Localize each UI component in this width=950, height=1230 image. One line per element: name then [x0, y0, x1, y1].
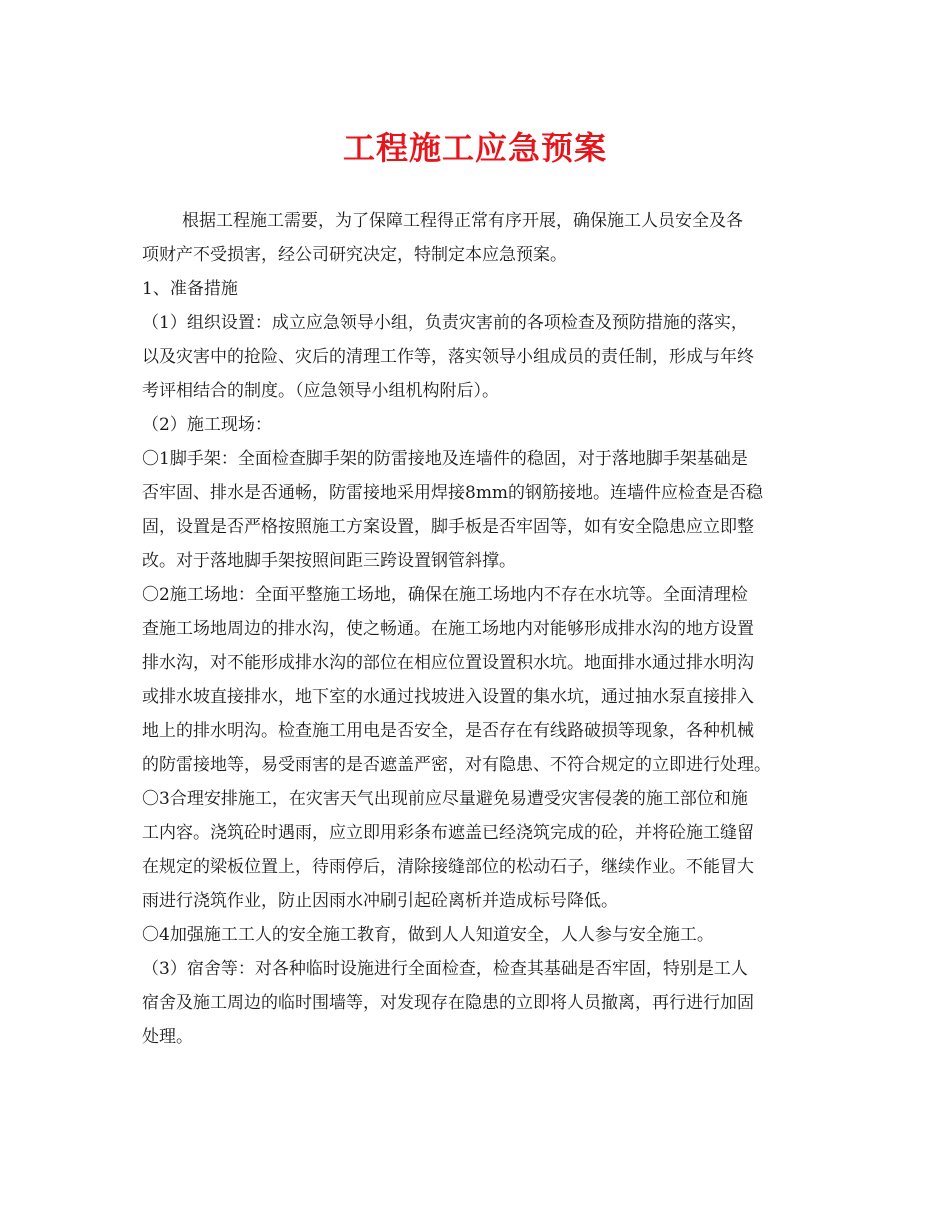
section-heading: 1、准备措施 — [142, 279, 238, 299]
paragraph-line: 改。对于落地脚手架按照间距三跨设置钢管斜撑。 — [142, 551, 516, 571]
paragraph-line: 排水沟，对不能形成排水沟的部位在相应位置设置积水坑。地面排水通过排水明沟 — [142, 653, 754, 673]
paragraph-line: （3）宿舍等：对各种临时设施进行全面检查，检查其基础是否牢固，特别是工人 — [142, 959, 748, 979]
paragraph-line: 〇1脚手架：全面检查脚手架的防雷接地及连墙件的稳固，对于落地脚手架基础是 — [142, 449, 748, 469]
paragraph-line: （1）组织设置：成立应急领导小组，负责灾害前的各项检查及预防措施的落实， — [142, 313, 748, 333]
paragraph-line: 的防雷接地等，易受雨害的是否遮盖严密，对有隐患、不符合规定的立即进行处理。 — [142, 755, 771, 775]
paragraph-line: 〇2施工场地：全面平整施工场地，确保在施工场地内不存在水坑等。全面清理检 — [142, 585, 748, 605]
paragraph-line: 在规定的梁板位置上，待雨停后，清除接缝部位的松动石子，继续作业。不能冒大 — [142, 857, 754, 877]
paragraph-line: 工内容。浇筑砼时遇雨，应立即用彩条布遮盖已经浇筑完成的砼，并将砼施工缝留 — [142, 823, 754, 843]
paragraph-line: 宿舍及施工周边的临时围墙等，对发现存在隐患的立即将人员撤离，再行进行加固 — [142, 993, 754, 1013]
paragraph-line: 以及灾害中的抢险、灾后的清理工作等，落实领导小组成员的责任制，形成与年终 — [142, 347, 754, 367]
paragraph-line: 处理。 — [142, 1027, 193, 1047]
paragraph-line: 雨进行浇筑作业，防止因雨水冲刷引起砼离析并造成标号降低。 — [142, 891, 618, 911]
paragraph-line: 〇4加强施工工人的安全施工教育，做到人人知道安全，人人参与安全施工。 — [142, 925, 714, 945]
paragraph-line: 固，设置是否严格按照施工方案设置，脚手板是否牢固等，如有安全隐患应立即整 — [142, 517, 754, 537]
document-title: 工程施工应急预案 — [342, 129, 607, 167]
paragraph-line: 否牢固、排水是否通畅，防雷接地采用焊接8mm的钢筋接地。连墙件应检查是否稳 — [142, 483, 764, 503]
paragraph-line: 地上的排水明沟。检查施工用电是否安全，是否存在有线路破损等现象，各种机械 — [142, 721, 754, 741]
paragraph-line: 〇3合理安排施工，在灾害天气出现前应尽量避免易遭受灾害侵袭的施工部位和施 — [142, 789, 748, 809]
paragraph-line: 项财产不受损害，经公司研究决定，特制定本应急预案。 — [142, 245, 567, 265]
document-body — [142, 204, 818, 1054]
paragraph-line: 考评相结合的制度。（应急领导小组机构附后）。 — [142, 381, 499, 401]
paragraph-line: 根据工程施工需要，为了保障工程得正常有序开展，确保施工人员安全及各 — [182, 211, 743, 231]
paragraph-line: （2）施工现场： — [142, 415, 272, 435]
paragraph-line: 查施工场地周边的排水沟，使之畅通。在施工场地内对能够形成排水沟的地方设置 — [142, 619, 754, 639]
paragraph-line: 或排水坡直接排水，地下室的水通过找坡进入设置的集水坑，通过抽水泵直接排入 — [142, 687, 754, 707]
